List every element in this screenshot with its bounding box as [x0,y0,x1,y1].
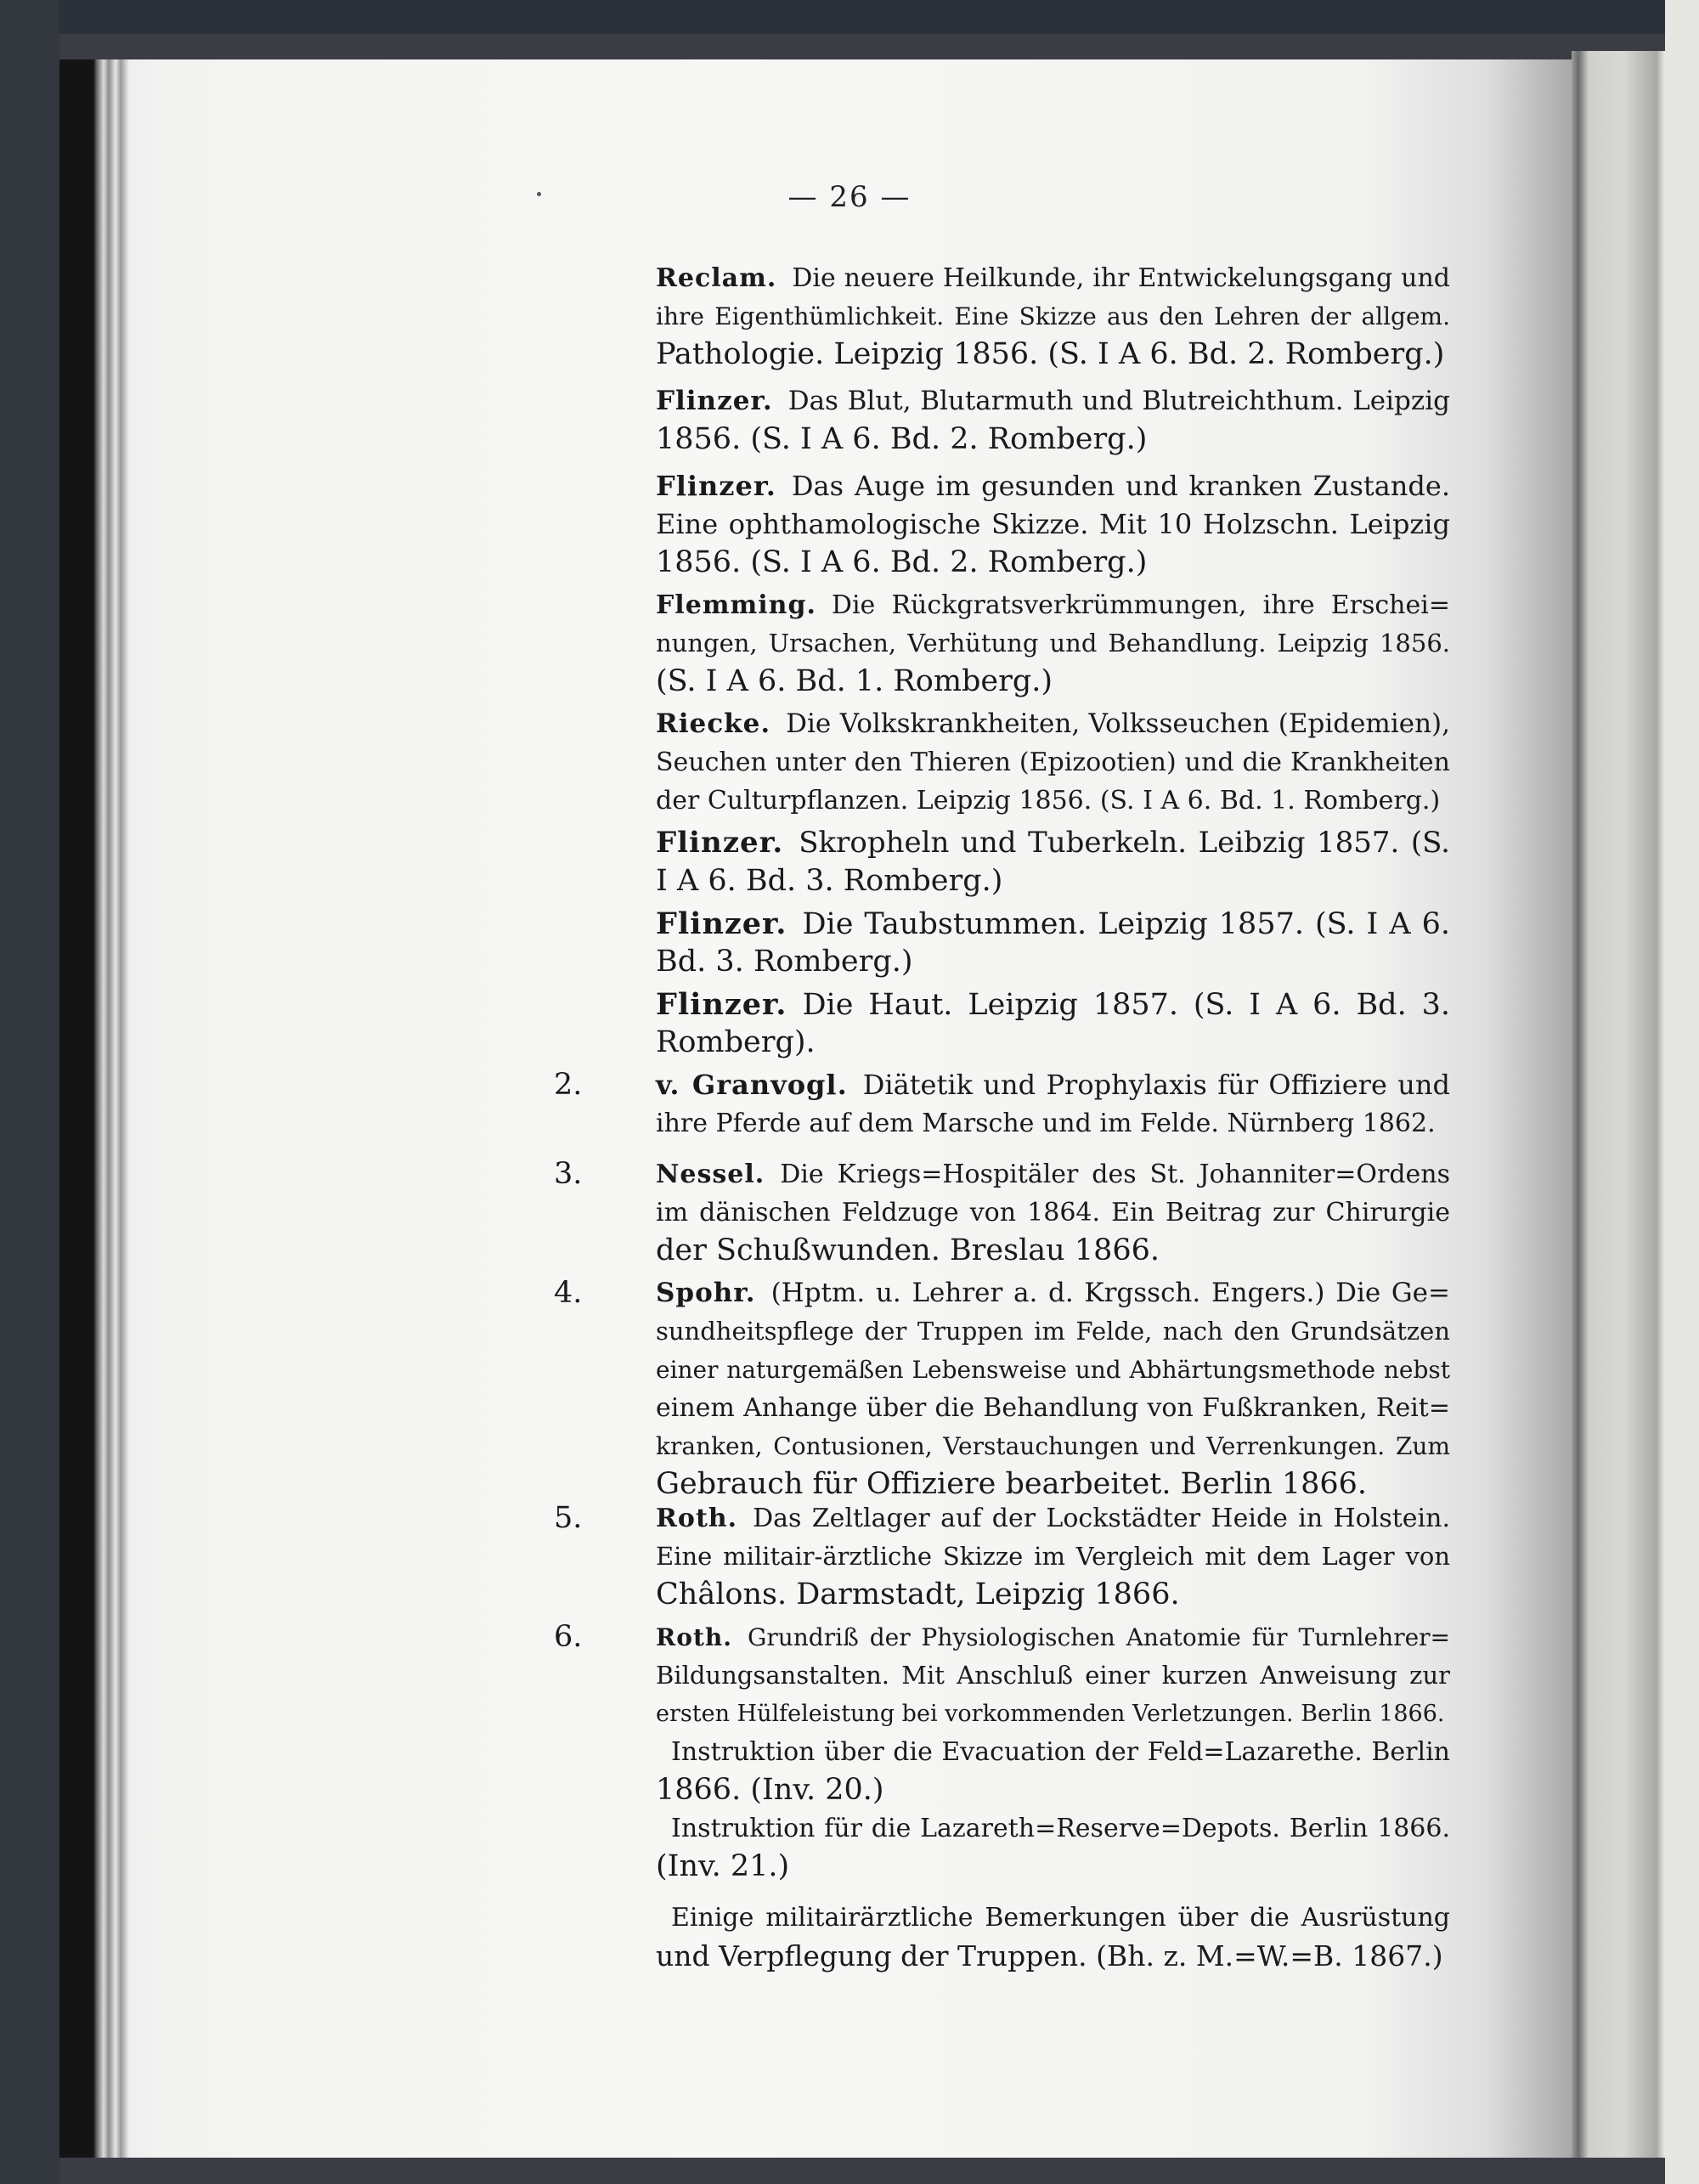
entry-text: ihre Eigenthümlichkeit. Eine Skizze aus den Lehren der allgem. [656,302,1450,330]
entry-text: Skropheln und Tuberkeln. Leibzig 1857. (S. [799,826,1450,860]
bibliography-entry [656,705,1450,820]
entry-line [656,1389,1450,1427]
entry-line [656,943,1450,981]
entry-line [656,985,1450,1024]
entry-line [656,1194,1450,1232]
entry-text: 1856. (S. I A 6. Bd. 2. Romberg.) [656,545,1148,579]
entry-author: Flinzer. [656,386,773,416]
bibliography-entry [656,824,1450,900]
entry-line [656,1848,1450,1886]
bibliography-entry [554,1274,1450,1504]
book-gutter-right [1572,51,1665,2158]
entry-line [656,1899,1450,1937]
entry-text: Instruktion für die Lazareth=Reserve=Depots. Berlin 1866. [671,1814,1450,1843]
entry-line [656,862,1450,900]
entry-line [656,1618,1450,1656]
entry-text: einem Anhange über die Behandlung von Fußkranken, Reit= [656,1393,1450,1423]
entry-text: Bildungsanstalten. Mit Anschluß einer kurzen Anweisung zur [656,1661,1450,1690]
entry-text: einer naturgemäßen Lebensweise und Abhärtungsmethode nebst [656,1356,1450,1384]
bibliography-entry [554,1066,1451,1143]
entry-line [656,624,1450,663]
entry-text: Diätetik und Prophylaxis für Offiziere und [862,1069,1451,1101]
entry-line [656,1066,1450,1104]
entry-number: 6. [554,1620,583,1654]
entry-line [656,297,1450,336]
entry-author: Riecke. [656,708,771,739]
entry-line [656,1695,1450,1733]
bibliography-entry [554,1155,1450,1270]
entry-line [656,1024,1450,1062]
entry-line [656,1232,1450,1270]
entry-number: 5. [554,1501,583,1535]
bibliography-entry [656,1733,1450,1809]
entry-line [656,824,1450,862]
entry-text: kranken, Contusionen, Verstauchungen und Verrenkungen. Zum [656,1432,1450,1460]
entry-text: I A 6. Bd. 3. Romberg.) [656,864,1003,898]
bibliography-entry [656,1809,1450,1886]
entry-text: Gebrauch für Offiziere bearbeitet. Berlin 1866. [656,1467,1368,1501]
entry-text: im dänischen Feldzuge von 1864. Ein Beitrag zur Chirurgie [656,1198,1450,1227]
entry-author: Reclam. [656,263,777,293]
entry-text: Eine ophthamologische Skizze. Mit 10 Holzschn. Leipzig [656,508,1450,540]
entry-line [656,1427,1450,1465]
entry-text: Pathologie. Leipzig 1856. (S. I A 6. Bd. 2. Romberg.) [656,337,1445,371]
bibliography-entry [554,1618,1450,1733]
entry-author: Flemming. [656,590,816,620]
bibliography-entry [656,259,1450,374]
entry-text: Seuchen unter den Thieren (Epizootien) und die Krankheiten [656,748,1450,777]
entry-line [656,1312,1450,1351]
entry-number: 2. [554,1068,583,1102]
entry-text: ihre Pferde auf dem Marsche und im Felde. Nürnberg 1862. [656,1109,1436,1138]
entry-text: Grundriß der Physiologischen Anatomie für Turnlehrer= [747,1623,1450,1651]
entry-text: und Verpflegung der Truppen. (Bh. z. M.=W.=B. 1867.) [656,1939,1443,1972]
book-cover-edge-top [0,0,1699,34]
entry-line [656,1465,1450,1504]
entry-text: Eine militair-ärztliche Skizze im Vergleich mit dem Lager von [656,1542,1450,1571]
entry-line [656,1937,1450,1975]
bibliography-entry [656,382,1450,459]
book-cover-edge-left [0,0,59,2184]
entry-text: ersten Hülfeleistung bei vorkommenden Verletzungen. Berlin 1866. [656,1701,1445,1727]
entry-line [656,467,1450,505]
entry-line [656,1274,1450,1312]
entry-line [656,1733,1450,1771]
entry-text: Bd. 3. Romberg.) [656,945,913,979]
page-number: — 26 — [787,180,912,214]
entry-text: sundheitspflege der Truppen im Felde, nach den Grundsätzen [656,1317,1450,1346]
bibliography-entry [554,1499,1450,1614]
entry-author: Flinzer. [656,470,776,502]
entry-line [656,505,1450,544]
entry-line [656,1656,1450,1695]
entry-author: Spohr. [656,1278,756,1308]
entry-text: Das Auge im gesunden und kranken Zustande. [791,470,1450,502]
entry-line [656,663,1450,701]
entry-line [656,544,1450,582]
entry-line [656,1155,1450,1194]
entry-author: Nessel. [656,1160,765,1189]
bibliography-entry [656,985,1450,1062]
bibliography-entry [656,467,1450,582]
entry-text: der Culturpflanzen. Leipzig 1856. (S. I A 6. Bd. 1. Romberg.) [656,786,1441,815]
entry-text: Einige militairärztliche Bemerkungen über die Ausrüstung [671,1903,1450,1933]
entry-author: Roth. [656,1623,732,1651]
entry-text: 1856. (S. I A 6. Bd. 2. Romberg.) [656,422,1148,456]
entry-line [656,905,1450,943]
entry-line [656,336,1450,374]
entry-number: 4. [554,1276,583,1310]
entry-text: (Hptm. u. Lehrer a. d. Krgssch. Engers.) Die Ge= [770,1278,1450,1308]
entry-author: Flinzer. [656,906,787,941]
entry-text: Das Blut, Blutarmuth und Blutreichthum. Leipzig [787,386,1450,416]
entry-text: Die Rückgratsverkrümmungen, ihre Erschei= [831,590,1450,620]
entry-line [656,420,1450,459]
entry-text: Châlons. Darmstadt, Leipzig 1866. [656,1577,1180,1611]
entry-line [656,1538,1450,1576]
entry-line [656,782,1450,820]
entry-text: 1866. (Inv. 20.) [656,1773,884,1807]
entry-number: 3. [554,1157,583,1191]
book-cover-edge-right [1665,0,1699,2184]
entry-line [656,705,1450,743]
bibliography-entry [656,1899,1450,1975]
entry-line [656,743,1450,782]
entry-line [656,259,1450,297]
entry-line [656,1771,1450,1809]
speck-mark [537,192,541,196]
entry-text: (Inv. 21.) [656,1849,790,1883]
entry-line [656,1809,1450,1848]
entry-text: Instruktion über die Evacuation der Feld=Lazarethe. Berlin [671,1737,1450,1767]
entry-text: Das Zeltlager auf der Lockstädter Heide in Holstein. [753,1504,1450,1533]
entry-line [656,1104,1450,1143]
entry-text: Die Taubstummen. Leipzig 1857. (S. I A 6. [802,907,1450,941]
entry-text: nungen, Ursachen, Verhütung und Behandlung. Leipzig 1856. [656,629,1450,657]
entry-author: v. Granvogl. [656,1069,848,1101]
entry-author: Flinzer. [656,826,784,860]
entry-author: Roth. [656,1504,738,1533]
bibliography-entry [656,586,1450,701]
bibliography-entry [656,905,1450,981]
entry-line [656,586,1450,624]
entry-author: Flinzer. [656,987,787,1022]
entry-line [656,1351,1450,1389]
entry-text: Die Volkskrankheiten, Volksseuchen (Epidemien), [786,708,1450,739]
entry-text: Romberg). [656,1025,816,1059]
entry-text: Die Haut. Leipzig 1857. (S. I A 6. Bd. 3. [802,988,1450,1022]
entry-line [656,382,1450,420]
entry-text: der Schußwunden. Breslau 1866. [656,1233,1160,1267]
entry-line [656,1576,1450,1614]
entry-text: Die neuere Heilkunde, ihr Entwickelungsgang und [792,263,1450,293]
entry-line [656,1499,1450,1538]
entry-text: (S. I A 6. Bd. 1. Romberg.) [656,664,1053,698]
entry-text: Die Kriegs=Hospitäler des St. Johanniter=Ordens [780,1160,1450,1189]
